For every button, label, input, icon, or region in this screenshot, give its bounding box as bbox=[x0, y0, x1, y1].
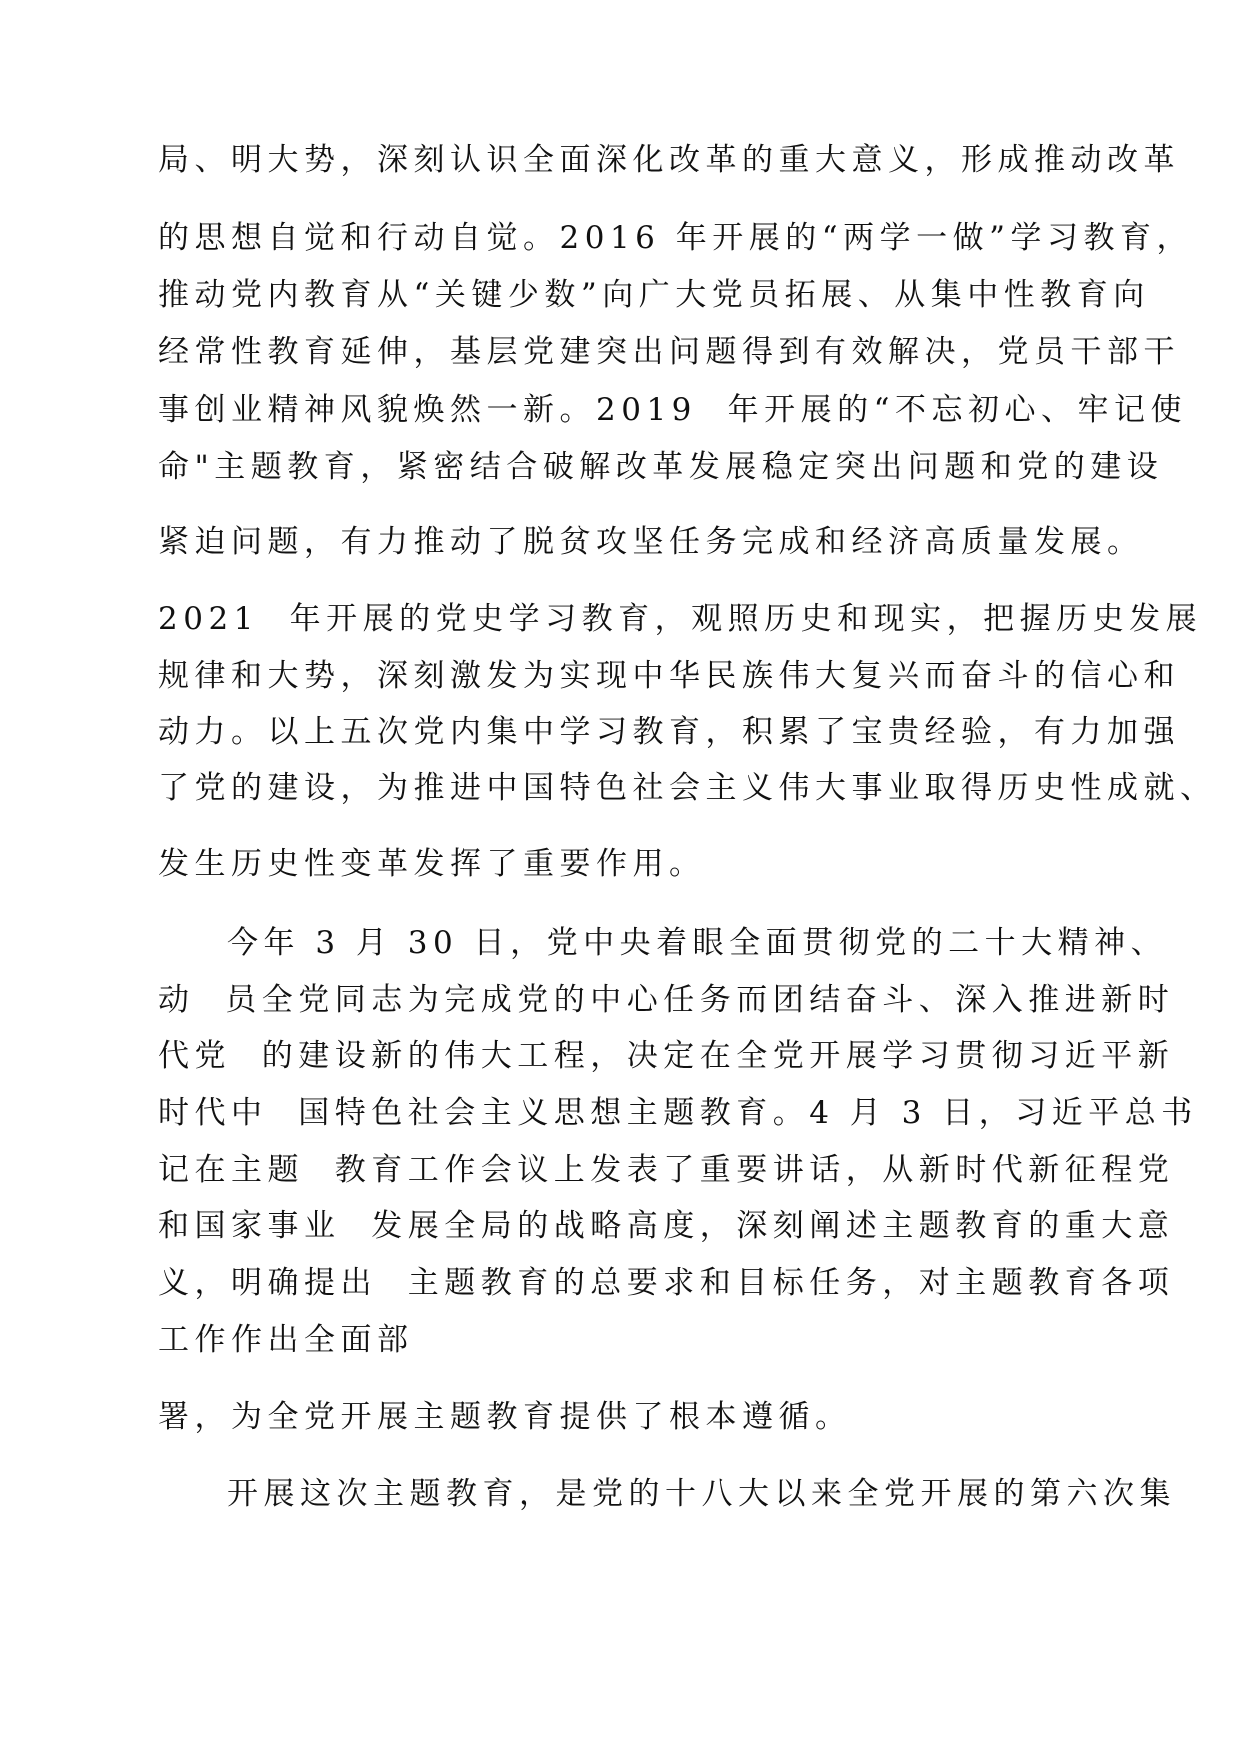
text-line: 经常性教育延伸，基层党建突出问题得到有效解决，党员干部干 bbox=[158, 334, 1180, 370]
text-line: 了党的建设，为推进中国特色社会主义伟大事业取得历史性成就、 bbox=[158, 770, 1217, 806]
text-line: 代党 的建设新的伟大工程，决定在全党开展学习贯彻习近平新 bbox=[158, 1038, 1175, 1074]
text-line: 规律和大势，深刻激发为实现中华民族伟大复兴而奋斗的信心和 bbox=[158, 658, 1180, 694]
text-line: 命"主题教育，紧密结合破解改革发展稳定突出问题和党的建设 bbox=[158, 449, 1164, 485]
text-line: 的思想自觉和行动自觉。2016 年开展的“两学一做”学习教育， bbox=[158, 220, 1193, 256]
paragraph-start-line: 今年 3 月 30 日，党中央着眼全面贯彻党的二十大精神、 bbox=[227, 925, 1168, 961]
text-line: 动 员全党同志为完成党的中心任务而团结奋斗、深入推进新时 bbox=[158, 982, 1175, 1018]
text-line: 工作作出全面部 bbox=[158, 1322, 414, 1358]
text-line: 动力。以上五次党内集中学习教育，积累了宝贵经验，有力加强 bbox=[158, 714, 1180, 750]
text-line: 紧迫问题，有力推动了脱贫攻坚任务完成和经济高质量发展。 bbox=[158, 524, 1144, 560]
text-line: 署，为全党开展主题教育提供了根本遵循。 bbox=[158, 1399, 852, 1435]
text-line: 时代中 国特色社会主义思想主题教育。4 月 3 日，习近平总书 bbox=[158, 1095, 1198, 1131]
text-line: 局、明大势，深刻认识全面深化改革的重大意义，形成推动改革 bbox=[158, 142, 1180, 178]
text-line: 记在主题 教育工作会议上发表了重要讲话，从新时代新征程党 bbox=[158, 1152, 1175, 1188]
text-line: 和国家事业 发展全局的战略高度，深刻阐述主题教育的重大意 bbox=[158, 1208, 1175, 1244]
paragraph-start-line: 开展这次主题教育，是党的十八大以来全党开展的第六次集 bbox=[227, 1476, 1176, 1512]
text-line: 发生历史性变革发挥了重要作用。 bbox=[158, 846, 706, 882]
text-line: 事创业精神风貌焕然一新。2019 年开展的“不忘初心、牢记使 bbox=[158, 392, 1187, 428]
text-line: 2021 年开展的党史学习教育，观照历史和现实，把握历史发展 bbox=[158, 601, 1203, 637]
text-line: 推动党内教育从“关键少数”向广大党员拓展、从集中性教育向 bbox=[158, 277, 1150, 313]
text-line: 义，明确提出 主题教育的总要求和目标任务，对主题教育各项 bbox=[158, 1265, 1175, 1301]
